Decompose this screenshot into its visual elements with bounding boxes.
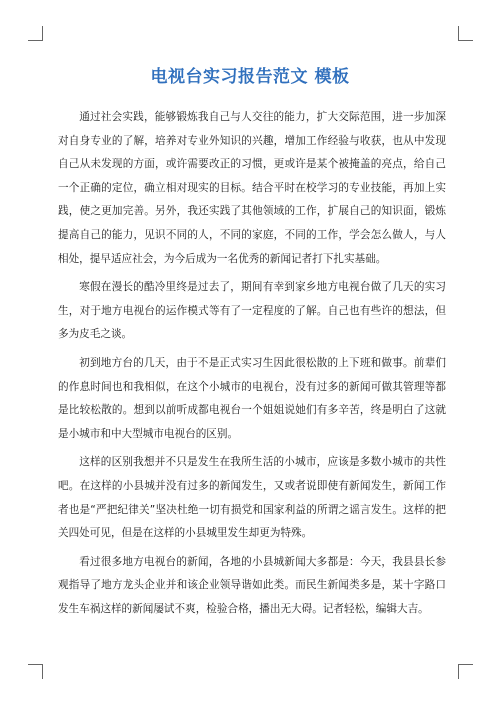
paragraph-5: 看过很多地方电视台的新闻，各地的小县城新闻大多都是：今天，我县县长参观指导了地方龙头企业并和该企业领导谐如此类。而民生新闻类多是，某十字路口发生车祸这样的新闻屡试不爽，检验合格，播出无大碍。记者轻松，编辑大吉。 [58, 555, 446, 615]
document-body [58, 106, 446, 626]
paragraph-3: 初到地方台的几天，由于不是正式实习生因此很松散的上下班和做事。前辈们的作息时间也和我相似，在这个小城市的电视台，没有过多的新闻可做其管理等都是比较松散的。想到以前听成都电视台一个姐姐说她们有多辛苦，终是明白了这就是小城市和中大型城市电视台的区别。 [58, 356, 446, 440]
paragraph-2: 寒假在漫长的酷冷里终是过去了，期间有幸到家乡地方电视台做了几天的实习生，对于地方电视台的运作模式等有了一定程度的了解。自己也有些许的想法，但多为皮毛之谈。 [58, 281, 446, 341]
page-corner-mark-top-left [28, 26, 43, 41]
page-corner-mark-bottom-left [28, 664, 43, 679]
page-corner-mark-bottom-right [458, 664, 473, 679]
paragraph-4: 这样的区别我想并不只是发生在我所生活的小城市，应该是多数小城市的共性吧。在这样的小县城并没有过多的新闻发生，又或者说即使有新闻发生，新闻工作者也是“严把纪律关”坚决杜绝一切有损党和国家利益的所谓之谣言发生。这样的把关四处可见，但是在这样的小县城里发生却更为特殊。 [58, 456, 446, 540]
document-title: 电视台实习报告范文 模板 [150, 67, 350, 87]
page-corner-mark-top-right [458, 26, 473, 41]
paragraph-1: 通过社会实践，能够锻炼我自己与人交往的能力，扩大交际范围，进一步加深对自身专业的了解，培养对专业外知识的兴趣，增加工作经验与收获，也从中发现自己从未发现的方面，或许需要改正的习惯，更或许是某个被掩盖的亮点，给自己一个正确的定位，确立相对现实的目标。结合平时在校学习的专业技能，再加上实践，使之更加完善。另外，我还实践了其他领域的工作，扩展自己的知识面，锻炼提高自己的能力，见识不同的人，不同的家庭，不同的工作，学会怎么做人，与人相处，提早适应社会，为今后成为一名优秀的新闻记者打下扎实基础。 [58, 111, 446, 265]
